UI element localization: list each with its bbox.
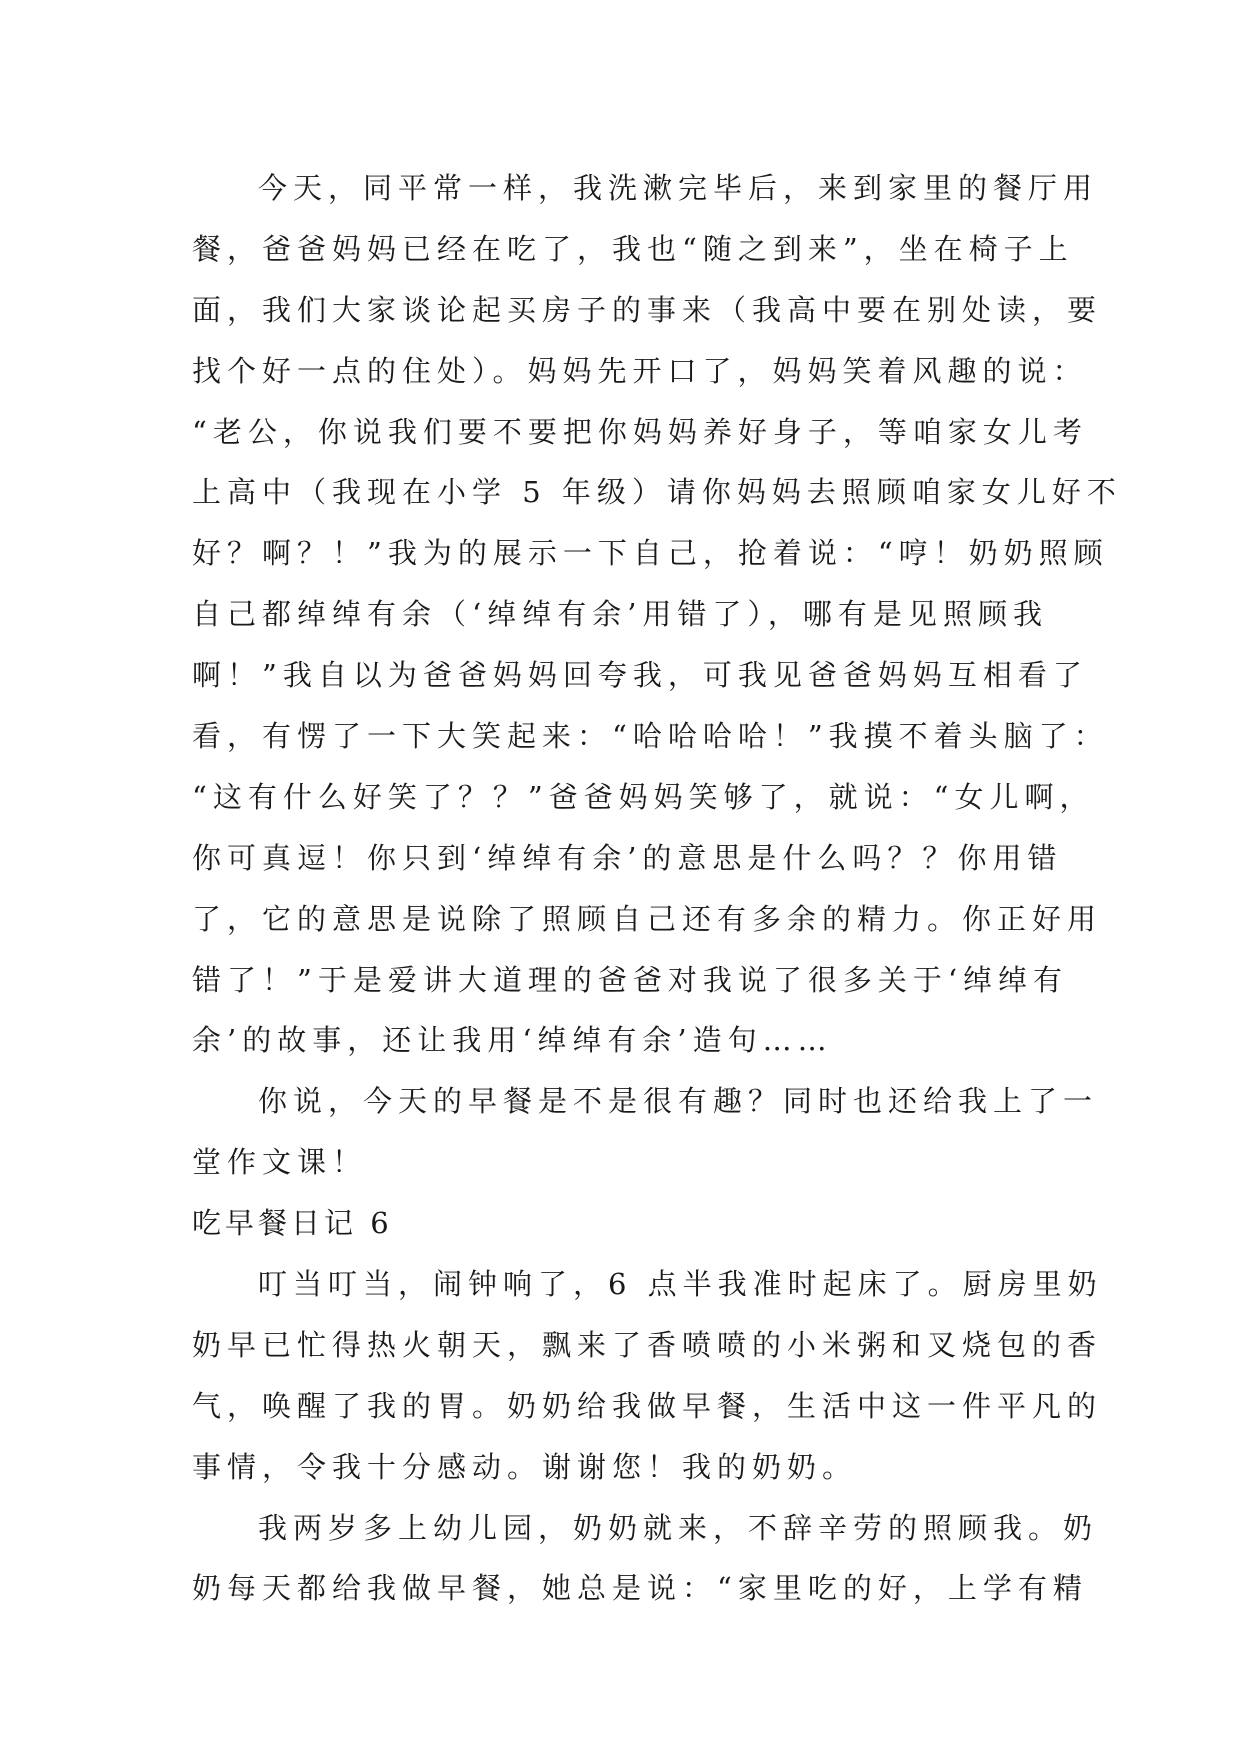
- text-line: 余’的故事，还让我用‘绰绰有余’造句……: [192, 1023, 833, 1058]
- text-line: 好？啊？！”我为的展示一下自己，抢着说：“哼！奶奶照顾: [192, 536, 1109, 571]
- text-line: 找个好一点的住处）。妈妈先开口了，妈妈笑着风趣的说：: [192, 353, 1088, 388]
- text-line: 啊！”我自以为爸爸妈妈回夸我，可我见爸爸妈妈互相看了: [192, 658, 1088, 693]
- text-line: 你说，今天的早餐是不是很有趣？同时也还给我上了一: [258, 1084, 1099, 1119]
- text-line: 气，唤醒了我的胃。奶奶给我做早餐，生活中这一件平凡的: [192, 1388, 1103, 1423]
- text-line: 面，我们大家谈论起买房子的事来（我高中要在别处读，要: [192, 292, 1103, 327]
- section-heading: 吃早餐日记 6: [192, 1206, 393, 1241]
- text-line: 看，有愣了一下大笑起来：“哈哈哈哈！”我摸不着头脑了：: [192, 719, 1109, 754]
- text-line: 你可真逗！你只到‘绰绰有余’的意思是什么吗？？你用错: [192, 840, 1063, 875]
- text-line: 奶每天都给我做早餐，她总是说：“家里吃的好，上学有精: [192, 1571, 1088, 1606]
- text-line: 自己都绰绰有余（‘绰绰有余’用错了），哪有是见照顾我: [192, 597, 1048, 632]
- text-line: 叮当叮当，闹钟响了，6 点半我准时起床了。厨房里奶: [258, 1267, 1103, 1302]
- text-line: 上高中（我现在小学 5 年级）请你妈妈去照顾咱家女儿好不: [192, 475, 1122, 510]
- text-line: “老公，你说我们要不要把你妈妈养好身子，等咱家女儿考: [192, 414, 1088, 449]
- text-line: 错了！”于是爱讲大道理的爸爸对我说了很多关于‘绰绰有: [192, 962, 1069, 997]
- text-line: 餐，爸爸妈妈已经在吃了，我也“随之到来”，坐在椅子上: [192, 231, 1074, 266]
- text-line: 了，它的意思是说除了照顾自己还有多余的精力。你正好用: [192, 901, 1103, 936]
- text-line: “这有什么好笑了？？”爸爸妈妈笑够了，就说：“女儿啊，: [192, 779, 1095, 814]
- text-line: 今天，同平常一样，我洗漱完毕后，来到家里的餐厅用: [258, 171, 1099, 205]
- text-line: 事情，令我十分感动。谢谢您！我的奶奶。: [192, 1449, 858, 1484]
- document-body: [192, 158, 1122, 1619]
- text-line: 堂作文课！: [192, 1145, 368, 1180]
- text-line: 我两岁多上幼儿园，奶奶就来，不辞辛劳的照顾我。奶: [258, 1510, 1099, 1545]
- text-line: 奶早已忙得热火朝天，飘来了香喷喷的小米粥和叉烧包的香: [192, 1327, 1103, 1362]
